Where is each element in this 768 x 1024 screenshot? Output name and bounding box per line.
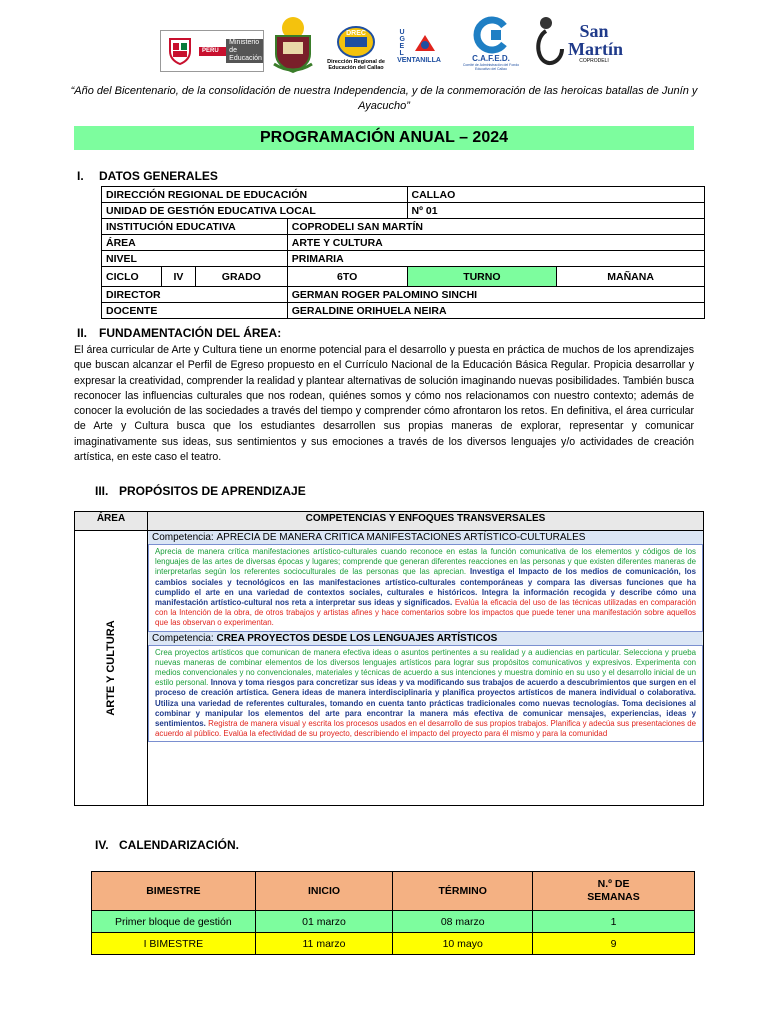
- ie-label: INSTITUCIÓN EDUCATIVA: [102, 219, 288, 235]
- fundamentacion-text: El área curricular de Arte y Cultura tiene un enorme potencial para el desarrollo y puesta en práctica de muchos de los aprendizajes que buscan alcanzar el Perfil de Egreso propuesto en el Currículo Nacional de la Educación Básica Regular. Propicia desarrollar y expresar la creatividad, comprender la realidad y plantear alternativas de solución imaginando nuevas posibilidades. También busca reconocer las influencias culturales que nos rodean, quiénes somos y cómo nos relacionamos con nuestro contexto; además de conocer la evolución de las sociedades a través del tiempo y comprender cómo afrontaron los retos. En definitiva, el área curricular de Arte y Cultura busca que los estudiantes desarrollen sus propias maneras de explorar, representar y comunicar imaginativamente sus ideas, sus sentimientos y sus emociones a través de los diversos lenguajes y/o actividades de creación artística, en este caso el teatro.: [74, 344, 694, 464]
- turno-value: MAÑANA: [557, 267, 705, 287]
- competencia-1-green-text: Aprecia de manera crítica manifestaciones artístico-culturales cuando reconoce en estas la función comunicativa de los elementos y códigos de los lenguajes de las artes de diversas épocas y lugares; comprende que generan diferentes reacciones en las personas y que existen diferentes maneras de interpretarlas según los referentes socioculturales de las personas que las aprecian.: [155, 547, 696, 577]
- peru-label: PERÚ: [199, 47, 226, 56]
- competencia-prefix: Competencia:: [152, 532, 214, 543]
- turno-label: TURNO: [407, 267, 557, 287]
- table-row: [102, 251, 705, 267]
- callao-crest-icon: [268, 14, 318, 74]
- col-competencias-header: COMPETENCIAS Y ENFOQUES TRANSVERSALES: [148, 512, 704, 531]
- drec-label: Dirección Regional de Educación del Callao: [327, 59, 385, 71]
- table-row: [102, 187, 705, 203]
- table-row: [102, 267, 705, 287]
- minedu-logo: [160, 30, 264, 72]
- competencia-1-description: [148, 544, 703, 632]
- page-title: PROGRAMACIÓN ANUAL – 2024: [74, 126, 694, 150]
- year-motto: “Año del Bicentenario, de la consolidación de nuestra Independencia, y de la conmemoración de las heroicas batallas de Junín y Ayacucho”: [70, 85, 698, 112]
- competencia-prefix: Competencia:: [152, 632, 214, 644]
- nivel-value: PRIMARIA: [287, 251, 704, 267]
- dre-label: DIRECCIÓN REGIONAL DE EDUCACIÓN: [102, 187, 408, 203]
- table-row: [92, 933, 695, 955]
- section-number: II.: [77, 326, 88, 340]
- section-label: DATOS GENERALES: [99, 169, 218, 183]
- cafed-sub: Comité de Administración del Fondo Educativo del Callao: [462, 62, 520, 71]
- bimestre-cell: Primer bloque de gestión: [92, 911, 256, 933]
- section-label: FUNDAMENTACIÓN DEL ÁREA:: [99, 326, 282, 340]
- peru-shield-icon: [161, 36, 199, 66]
- area-vertical-label: ARTE Y CULTURA: [105, 620, 117, 716]
- cafed-logo: [458, 10, 524, 76]
- section-number: III.: [95, 484, 109, 498]
- semanas-cell: 1: [533, 911, 695, 933]
- ciclo-value: IV: [161, 267, 195, 287]
- cafed-emblem-icon: [472, 16, 510, 54]
- col-semanas-header: N.º DE SEMANAS: [533, 872, 695, 911]
- competencia-name: CREA PROYECTOS DESDE LOS LENGUAJES ARTÍSTICOS: [216, 632, 498, 644]
- competencia-2-red-text: Registra de manera visual y escrita los procesos usados en el desarrollo de sus propios trabajos. Planifica y adecúa sus presentaciones de acuerdo al público. Evalúa la efectividad de su proyecto, describiendo el impacto del proyecto para él mismo y para la comunidad: [155, 719, 696, 739]
- semanas-cell: 9: [533, 933, 695, 955]
- table-row: [102, 203, 705, 219]
- table-row: [92, 911, 695, 933]
- calendario-table: [91, 871, 695, 955]
- table-header-row: [75, 512, 704, 531]
- area-value: ARTE Y CULTURA: [287, 235, 704, 251]
- inicio-cell: 01 marzo: [255, 911, 393, 933]
- ugel-label: UNIDAD DE GESTIÓN EDUCATIVA LOCAL: [102, 203, 408, 219]
- cafed-name: C.A.F.E.D.: [472, 53, 510, 63]
- competencia-2-description: [148, 645, 703, 743]
- datos-generales-table: [101, 186, 705, 319]
- inicio-cell: 11 marzo: [255, 933, 393, 955]
- col-termino-header: TÉRMINO: [393, 872, 533, 911]
- competencia-1-red-text: Evalúa la eficacia del uso de las técnicas utilizadas en comparación con la Intención de la obra, de otros trabajos y artistas afines y hace comentarios sobre los impactos que puede tener una manifestación sobre aquellos que las observan o experimentan.: [155, 598, 696, 628]
- drec-logo: [322, 18, 390, 78]
- col-inicio-header: INICIO: [255, 872, 393, 911]
- ugel-letters: U G E L: [399, 28, 405, 57]
- docente-value: GERALDINE ORIHUELA NEIRA: [287, 303, 704, 319]
- ministerio-label: Ministerio de Educación: [226, 39, 263, 63]
- competencia-2-title: [148, 632, 703, 645]
- competencia-1-title: [148, 531, 703, 544]
- ugel-logo: [394, 24, 444, 68]
- section-label: CALENDARIZACIÓN.: [119, 838, 239, 852]
- area-label: ÁREA: [102, 235, 288, 251]
- table-row: [102, 287, 705, 303]
- ugel-name: VENTANILLA: [397, 56, 441, 64]
- col-bimestre-header: BIMESTRE: [92, 872, 256, 911]
- ugel-value: Nº 01: [407, 203, 704, 219]
- section-propositos: [95, 484, 306, 498]
- coprodeli-name: San Martín: [568, 21, 623, 59]
- ciclo-label: CICLO: [102, 267, 162, 287]
- table-row: [75, 531, 704, 806]
- grado-label: GRADO: [195, 267, 287, 287]
- section-number: I.: [77, 169, 84, 183]
- ie-value: COPRODELI SAN MARTÍN: [287, 219, 704, 235]
- table-row: [102, 303, 705, 319]
- propositos-table: [74, 511, 704, 806]
- director-value: GERMAN ROGER PALOMINO SINCHI: [287, 287, 704, 303]
- competencia-2-blue-text: Innova y toma riesgos para concretizar sus ideas y va modificando sus trabajos de acuerdo a descubrimientos que surgen en el proceso de creación artística. Genera ideas de manera interdisciplinaria y planifica proyectos artísticos de manera individual o colaborativa. Utiliza una variedad de referentes culturales, tomando en cuenta tanto prácticas tradicionales como nuevas tecnologías. Toma decisiones al combinar y manipular los elementos del arte para encontrar la manera más efectiva de comunicar mensajes, experiencias, ideas y sentimientos.: [155, 678, 696, 729]
- docente-label: DOCENTE: [102, 303, 288, 319]
- section-datos-generales: [77, 169, 218, 183]
- competencia-2-green-text: Crea proyectos artísticos que comunican de manera efectiva ideas o asuntos pertinentes a su realidad y a audiencias en particular. Selecciona y prueba nuevas maneras de combinar elementos de los diversos lenguajes artísticos para lograr sus propósitos comunicativos y expresivos. Experimenta con medios convencionales y no convencionales, materiales y técnicas de acuerdo a sus intenciones y muestra dominio en su uso y el desarrollo inicial de un estilo personal.: [155, 647, 696, 688]
- area-vertical-cell: [75, 531, 148, 806]
- grado-value: 6TO: [287, 267, 407, 287]
- table-row: [102, 219, 705, 235]
- drec-badge: DREC: [346, 30, 366, 37]
- table-header-row: [92, 872, 695, 911]
- ugel-emblem-icon: [411, 31, 439, 55]
- col-area-header: ÁREA: [75, 512, 148, 531]
- competencia-1-blue-text: Investiga el Impacto de los medios de comunicación, los cambios sociales y tecnológicos en las manifestaciones artístico-culturales contemporáneas y compara las diversas funciones que ha cumplido el arte en una variedad de contextos sociales, culturales e históricos. Integra la información recogida y describe cómo una manifestación artístico-cultural nos reta a interpretar sus ideas y significados.: [155, 567, 696, 608]
- section-number: IV.: [95, 838, 109, 852]
- termino-cell: 08 marzo: [393, 911, 533, 933]
- bimestre-cell: I BIMESTRE: [92, 933, 256, 955]
- competencia-name: APRECIA DE MANERA CRITICA MANIFESTACIONES ARTÍSTICO-CULTURALES: [216, 532, 586, 543]
- termino-cell: 10 mayo: [393, 933, 533, 955]
- section-calendarizacion: [95, 838, 239, 852]
- coprodeli-figure-icon: [532, 15, 568, 71]
- section-fundamentacion: [77, 326, 281, 340]
- coprodeli-sub: COPRODELI: [579, 58, 609, 64]
- nivel-label: NIVEL: [102, 251, 288, 267]
- dre-value: CALLAO: [407, 187, 704, 203]
- coprodeli-logo: [530, 12, 622, 74]
- section-label: PROPÓSITOS DE APRENDIZAJE: [119, 484, 306, 498]
- director-label: DIRECTOR: [102, 287, 288, 303]
- table-row: [102, 235, 705, 251]
